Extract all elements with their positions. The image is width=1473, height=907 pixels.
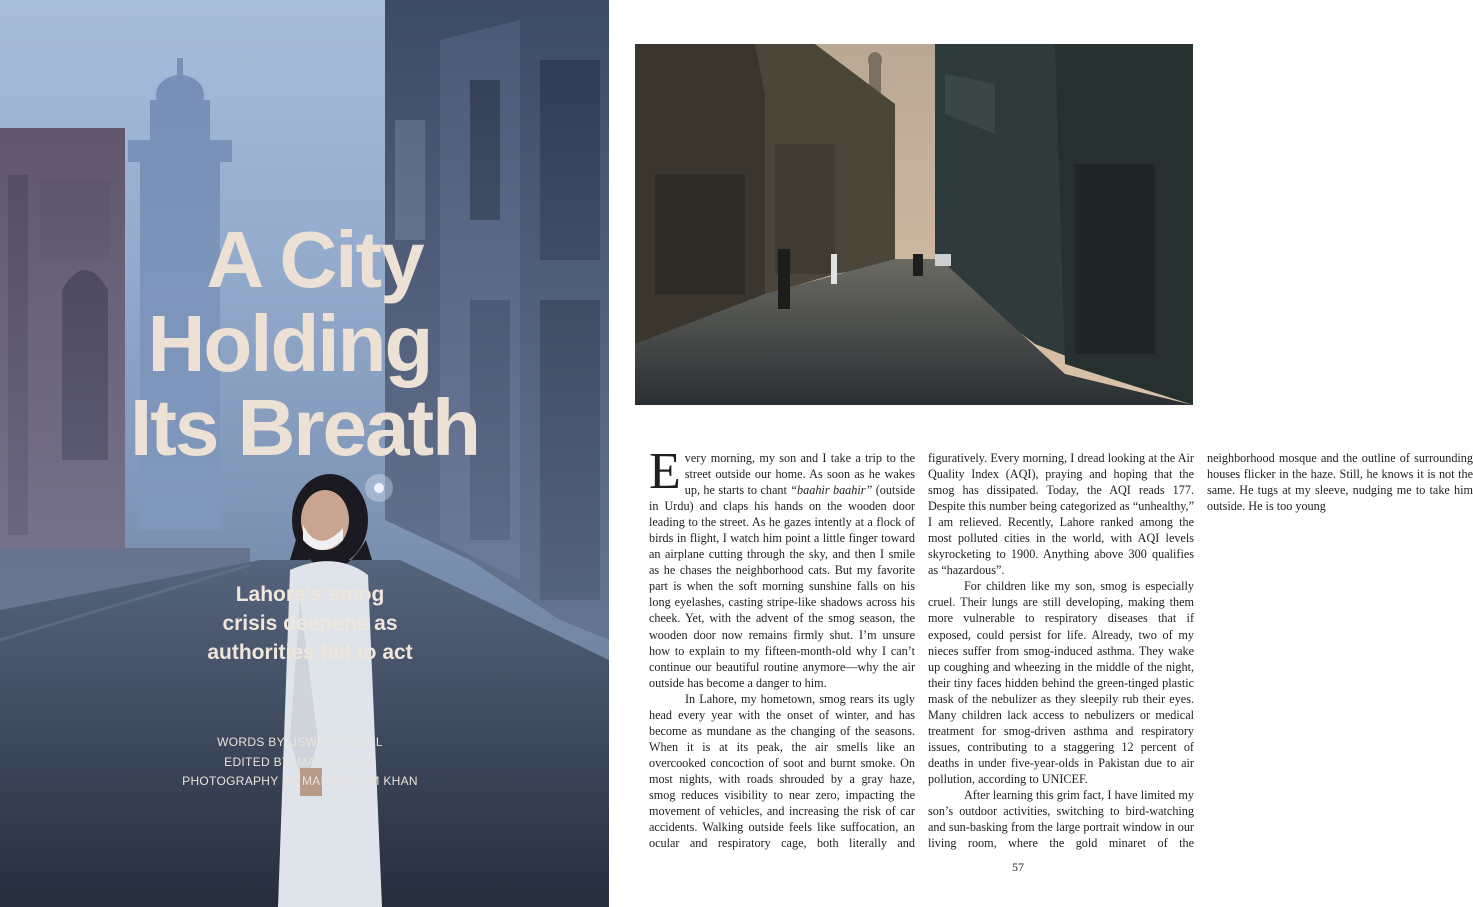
deck-subtitle — [150, 580, 470, 667]
headline-line-3: Its Breath — [130, 383, 479, 472]
credit-edited: EDITED BY IMAN SULTAN — [224, 754, 376, 769]
headline-line-2: Holding — [147, 299, 432, 388]
article-paragraph — [928, 578, 1194, 787]
credit-photography: PHOTOGRAPHY BY MAHIN AZAM KHAN — [182, 774, 418, 788]
italic-text: “baahir baahir” — [790, 483, 873, 498]
street-photo-image — [635, 44, 1193, 405]
street-photo — [635, 44, 1193, 405]
left-page — [0, 0, 609, 907]
deck-line-1: Lahore’s smog — [235, 583, 385, 606]
text-run: After learning this grim fact, I have limited my son’s outdoor activities, switching to bird-watching and sun-basking from the large portrait window in our living room, where the gold minaret of the neighborhood mosque and the outline of surrounding houses flicker in the haze. Still, he knows it is not the same. He tugs at my sleeve, nudging me to take him outside. He is too young — [928, 451, 1473, 851]
deck-line-3: authorities fail to act — [207, 641, 413, 664]
text-run: In Lahore, my hometown, smog rears its ugly head every year with the onset of winter, and has become as mundane as the changing of the seasons. When it is at its peak, the air smells like an overcooked concoction of soot and burnt smoke. On most nights, with roads shrouded by a gray haze, smog reduces visibility to near zero, impacting the movement of vehicles, and increasing the risk of car accidents. Walking outside feels like suffocation, an ocular and respiratory cage, both literally and figuratively. Every morning, I dread looking at the Air Quality Index (AQI), praying and hoping that the smog has dissipated. Today, the AQI reads 177. Despite this number being categorized as “unhealthy,” I am relieved. Recently, Lahore ranked among the most polluted cities in the world, with AQI levels skyrocketing to 1900. Anything above 300 qualifies as “hazardous”. — [649, 451, 1194, 851]
credits — [150, 733, 450, 792]
headline — [0, 215, 609, 472]
drop-cap: E — [649, 443, 681, 500]
credit-words: WORDS BY USWA SHAMAIL — [217, 735, 383, 749]
text-run: For children like my son, smog is especially cruel. Their lungs are still developing, making them more vulnerable to respiratory diseases that if exposed, could persist for life. Already, two of my nieces suffer from smog-induced asthma. They wake up coughing and wheezing in the middle of the night, their tiny faces hidden behind the green-tinged plastic mask of the nebulizer as they sleepily rub their eyes. Many children lack access to nebulizers or medical treatment for smog-driven asthma and respiratory issues, contributing to a staggering 12 percent of deaths in under five-year-olds in Pakistan due to air pollution, according to UNICEF. — [928, 579, 1194, 786]
page-number: 57 — [1012, 860, 1024, 874]
deck-line-2: crisis deepens as — [222, 612, 398, 635]
article-body — [649, 443, 1473, 855]
headline-line-1: A City — [206, 215, 423, 304]
text-run: very morning, my son and I take a trip to the street outside our home. As soon as he wakes up, he starts to chant — [684, 451, 915, 498]
article-paragraph — [649, 443, 915, 691]
text-run: (outside in Urdu) and claps his hands on the wooden door leading to the street. As he gazes intently at a flock of birds in flight, I watch him point a little finger toward an airplane cutting through the sky, and then I smile as he chases the neighborhood cats. But my favorite part is when the soft morning sunshine falls on his long eyelashes, casting stripe-like shadows across his cheek. Yet, with the advent of the smog season, the wooden door now remains firmly shut. I’m unsure how to explain to my fifteen-month-old why I can’t continue our beautiful routine anymore—why the air outside has become a danger to him. — [649, 483, 915, 690]
right-page — [609, 0, 1473, 907]
